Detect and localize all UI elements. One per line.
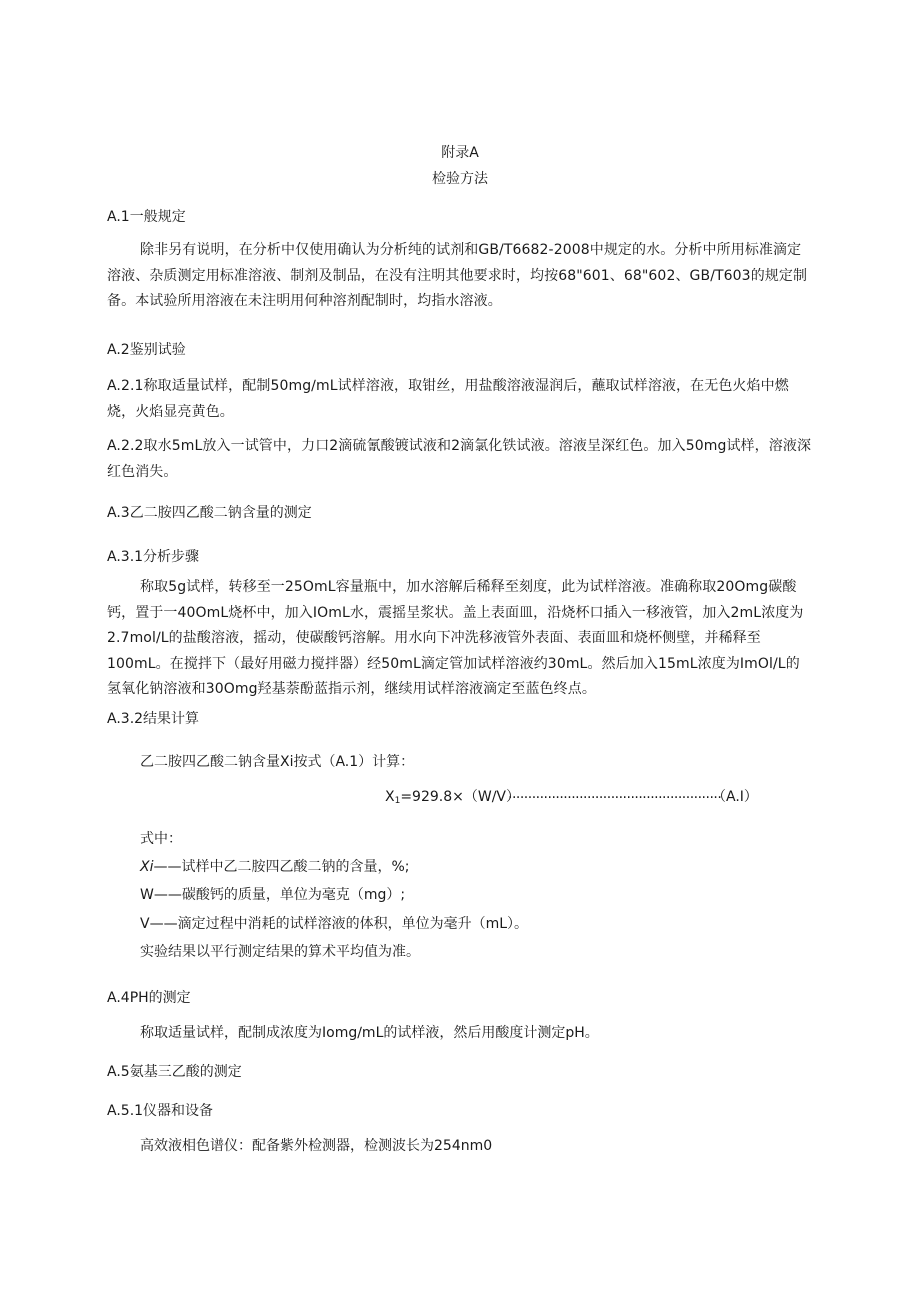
appendix-subtitle: 检验方法 [432, 171, 488, 187]
section-a2-2-paragraph: A.2.2取水5mL放入一试管中，力口2滴硫氰酸镀试液和2滴氯化铁试液。溶液呈深红色。加入50mg试样，溶液深红色消失。 [107, 438, 812, 480]
section-a2-1-paragraph: A.2.1称取适量试样，配制50mg∕mL试样溶液，取钳丝，用盐酸溶液湿润后，蘸取试样溶液，在无色火焰中燃烧，火焰显亮黄色。 [107, 378, 789, 420]
definition-w: W——碳酸钙的质量，单位为毫克（mg）; [140, 887, 406, 903]
section-a3-1-body: 称取5g试样，转移至一25OmL容量瓶中，加水溶解后稀释至刻度，此为试样溶液。准确称取20Omg碳酸钙，置于一40OmL烧杯中，加入IOmL水，震摇呈浆状。盖上表面皿，沿烧杯口插入一移液管，加入2mL浓度为2.7mol∕L的盐酸溶液，摇动，使碳酸钙溶解。用水向下冲洗移液管外表面、表面皿和烧杯侧壁，并稀释至100mL。在搅拌下（最好用磁力搅拌器）经50mL滴定管加试样溶液约30mL。然后加入15mL浓度为ImOl/L的氢氧化钠溶液和30Omg羟基萘酚蓝指示剂，继续用试样溶液滴定至蓝色终点。 [107, 579, 804, 697]
formula-a1 [385, 786, 520, 806]
section-a3-heading: A.3乙二胺四乙酸二钠含量的测定 [107, 505, 312, 521]
formula-symbol: X [385, 789, 395, 805]
appendix-title: 附录A [441, 145, 479, 161]
section-a5-1-body: 高效液相色谱仪：配备紫外检测器，检测波长为254nm0 [140, 1138, 493, 1154]
formula-subscript: 1 [394, 796, 401, 806]
calc-intro: 乙二胺四乙酸二钠含量Xi按式（A.1）计算： [140, 754, 415, 770]
section-a2-heading: A.2鉴别试验 [107, 342, 186, 358]
formula-leader-dots: ...................................................... [508, 786, 722, 802]
result-statement: 实验结果以平行测定结果的算术平均值为准。 [140, 944, 420, 960]
section-a5-1-heading: A.5.1仪器和设备 [107, 1103, 214, 1119]
section-a3-2-heading: A.3.2结果计算 [107, 711, 200, 727]
definition-xi [140, 856, 410, 876]
definition-xi-text: ——试样中乙二胺四乙酸二钠的含量，%; [153, 859, 410, 875]
where-label: 式中： [140, 831, 182, 847]
section-a4-heading: A.4PH的测定 [107, 990, 191, 1006]
formula-number: （A.I） [712, 789, 758, 805]
section-a3-1-heading: A.3.1分析步骤 [107, 549, 200, 565]
section-a1-body: 除非另有说明，在分析中仅使用确认为分析纯的试剂和GB/T6682-2008中规定的水。分析中所用标准滴定溶液、杂质测定用标准溶液、制剂及制品，在没有注明其他要求时，均按68"601、68"602、GB/T603的规定制备。本试验所用溶液在未注明用何种溶剂配制时，均指水溶液。 [107, 242, 808, 309]
section-a4-body: 称取适量试样，配制成浓度为Iomg∕mL的试样液，然后用酸度计测定pH。 [140, 1025, 599, 1041]
definition-v: V——滴定过程中消耗的试样溶液的体积，单位为毫升（mL）。 [140, 916, 529, 932]
section-a1-heading: A.1一般规定 [107, 209, 186, 225]
section-a5-heading: A.5氨基三乙酸的测定 [107, 1064, 242, 1080]
formula-expression: =929.8×（W∕V） [400, 789, 521, 805]
definition-xi-symbol: Xi [140, 859, 154, 875]
